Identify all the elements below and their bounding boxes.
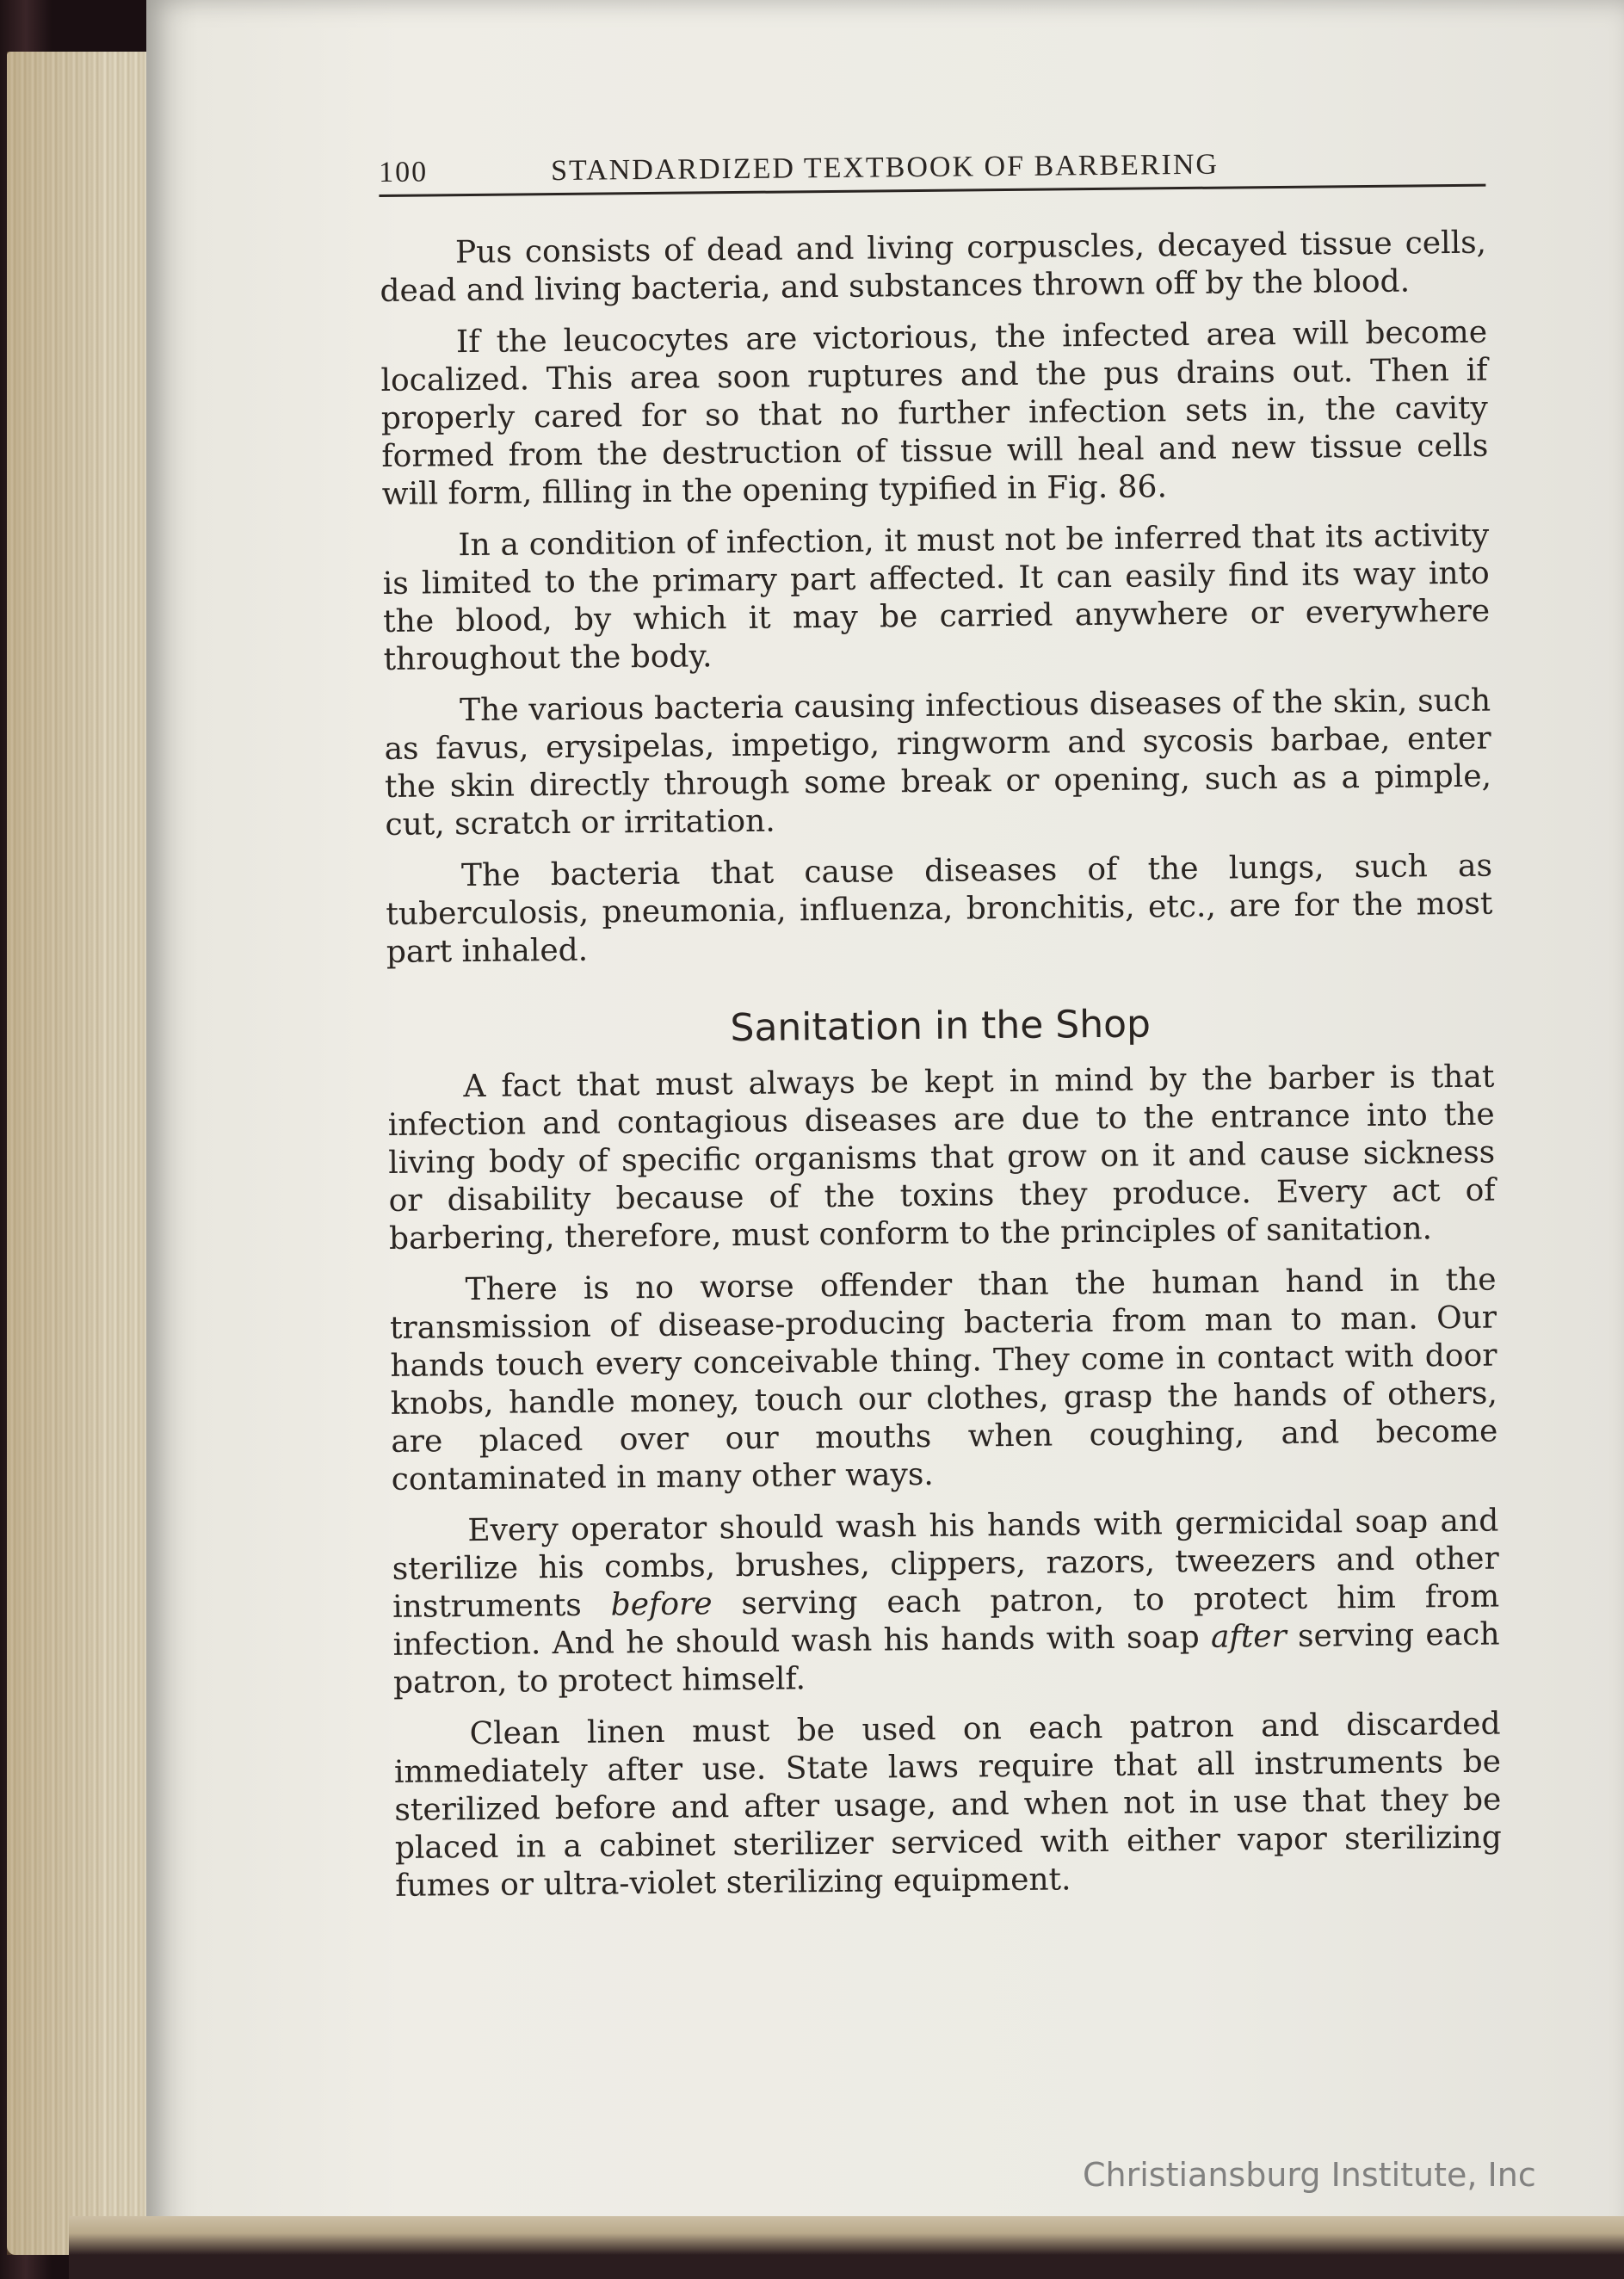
section-title: Sanitation in the Shop (730, 1002, 1152, 1051)
page-content (379, 146, 1503, 1919)
paragraph-infection-fact: A fact that must always be kept in mind by the barber is that infection and contagious diseases are due to the entrance into the living body of specific organisms that grow on it and cause sickness or disability because of the toxins they produce. Every act of barbering, therefore, must conform to the principles of sanitation. (387, 1059, 1496, 1257)
operator-text-1: Every operator should wash his hands with germicidal soap and sterilize his combs, brushes, clippers, razors, tweezers and other instruments (392, 1503, 1499, 1625)
paragraph-lung-bacteria: The bacteria that cause diseases of the lungs, such as tuberculosis, pneumonia, influenza, bronchitis, etc., are for the most part inhaled. (386, 848, 1493, 970)
paragraph-human-hand: There is no worse offender than the human hand in the transmission of disease-producing bacteria from man to man. Our hands touch every conceivable thing. They come in contact with door knobs, handle money, touch our clothes, grasp the hands of others, are placed over our mouths when coughing, and become contaminated in many other ways. (389, 1262, 1498, 1498)
book-title: STANDARDIZED TEXTBOOK OF BARBERING (550, 148, 1220, 188)
emphasis-after: after (1210, 1618, 1287, 1655)
operator-text-3: serving each patron, to protect himself. (392, 1616, 1500, 1701)
paragraph-infection-spread: In a condition of infection, it must not be inferred that its activity is limited to the primary part affected. It can easily find its way into the blood, by which it may be carried anywhere or everywhere throughout the body. (382, 517, 1491, 677)
watermark: Christiansburg Institute, Inc (1083, 2156, 1536, 2194)
page-number: 100 (379, 156, 429, 188)
paragraph-skin-bacteria: The various bacteria causing infectious diseases of the skin, such as favus, erysipelas, impetigo, ringworm and sycosis barbae, enter the skin directly through some break or opening, such as a pimple, cut, scratch or irritation. (384, 682, 1492, 843)
page-edge-stain (7, 52, 102, 2255)
paragraph-pus: Pus consists of dead and living corpuscles, decayed tissue cells, dead and living bacteria, and substances thrown off by the blood. (380, 225, 1487, 309)
paragraph-leucocytes: If the leucocytes are victorious, the infected area will become localized. This area soon ruptures and the pus drains out. Then if properly cared for so that no further infection sets in, the cavity formed from the destruction of tissue will heal and new tissue cells will form, filling in the opening typified in Fig. 86. (380, 314, 1489, 512)
page-bottom-edge (69, 2216, 1624, 2279)
paragraph-clean-linen: Clean linen must be used on each patron and discarded immediately after use. State laws require that all instruments be sterilized before and after usage, and when not in use that they be placed in a cabinet sterilizer serviced with either vapor sterilizing fumes or ultra-violet sterilizing equipment. (393, 1706, 1503, 1904)
paragraph-operator-hygiene (392, 1503, 1500, 1702)
emphasis-before: before (610, 1586, 713, 1623)
operator-text-2: serving each patron, to protect him from infection. And he should wash his hands with soap (392, 1578, 1500, 1663)
